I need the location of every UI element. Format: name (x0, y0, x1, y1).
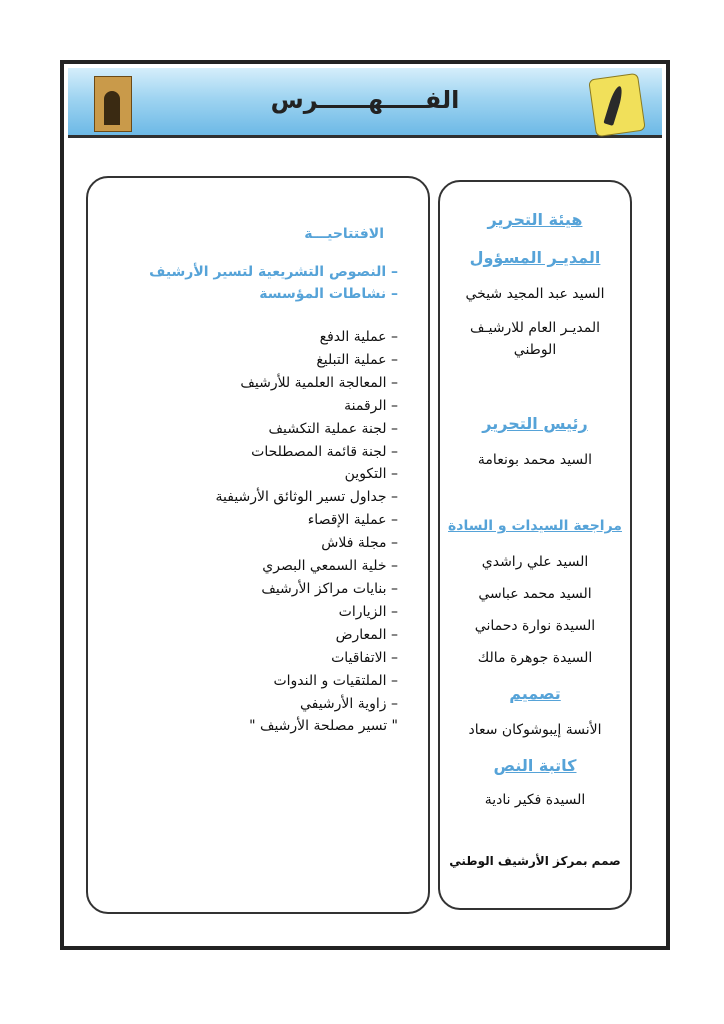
list-item: – زاوية الأرشيفي (299, 695, 398, 712)
section-institution-activities: – نشاطات المؤسسة (259, 286, 398, 302)
editorial-panel (438, 180, 632, 910)
reviewer-name: السيدة جوهرة مالك (477, 650, 593, 666)
reviewer-name: السيد محمد عباسي (478, 586, 592, 602)
list-item: – الزيارات (338, 603, 398, 620)
designer-name: الأنسة إيبوشوكان سعاد (468, 722, 602, 738)
quill-shape (603, 85, 624, 126)
list-item: – بنايات مراكز الأرشيف (261, 580, 398, 597)
list-item: – المعارض (335, 626, 398, 643)
list-item: " تسير مصلحة الأرشيف " (249, 718, 398, 735)
list-item: – الملتقيات و الندوات (273, 672, 398, 689)
contents-panel (86, 176, 430, 914)
reviewer-name: السيدة نوارة دحماني (474, 618, 596, 634)
reviewers-heading: مراجعة السيدات و السادة (448, 518, 622, 534)
list-item: – لجنة قائمة المصطلحات (251, 443, 398, 460)
quill-logo-icon (588, 73, 646, 137)
list-item: – خلية السمعي البصري (262, 558, 398, 575)
list-item: – التكوين (344, 466, 398, 483)
page-title: الفـــــهــــــرس (270, 86, 460, 114)
typist-heading: كاتبة النص (493, 756, 577, 775)
list-item: – عملية الدفع (319, 329, 398, 345)
director-heading: المديـر المسؤول (469, 248, 601, 267)
list-item: – عملية الإقصاء (307, 512, 398, 529)
director-role-line-1: المديـر العام للارشيـف (470, 320, 600, 336)
section-legislative-texts: – النصوص التشريعية لتسير الأرشيف (149, 264, 398, 280)
list-item: – الاتفاقيات (331, 649, 398, 666)
list-item: – عملية التبليغ (316, 351, 398, 368)
design-heading: تصميم (509, 684, 561, 703)
list-item: – المعالجة العلمية للأرشيف (240, 374, 398, 391)
typist-name: السيدة فكير نادية (484, 792, 586, 808)
list-item: – الرقمنة (344, 397, 398, 414)
director-role-line-2: الوطني (513, 342, 557, 358)
chief-editor-heading: رئيس التحرير (482, 414, 588, 433)
list-item: – مجلة فلاش (321, 535, 398, 552)
intro-heading: الافتتاحيـــة (304, 226, 384, 242)
editorial-board-heading: هيئة التحرير (487, 210, 583, 229)
list-item: – جداول تسير الوثائق الأرشيفية (215, 489, 398, 506)
footer-credit: صمم بمركز الأرشيف الوطني (449, 854, 621, 868)
director-name: السيد عبد المجيد شيخي (465, 286, 605, 302)
header-banner (68, 68, 662, 138)
reviewer-name: السيد علي راشدي (481, 554, 589, 570)
contents-list (216, 326, 399, 738)
list-item: – لجنة عملية التكشيف (268, 420, 398, 437)
chief-editor-name: السيد محمد بونعامة (477, 452, 593, 468)
